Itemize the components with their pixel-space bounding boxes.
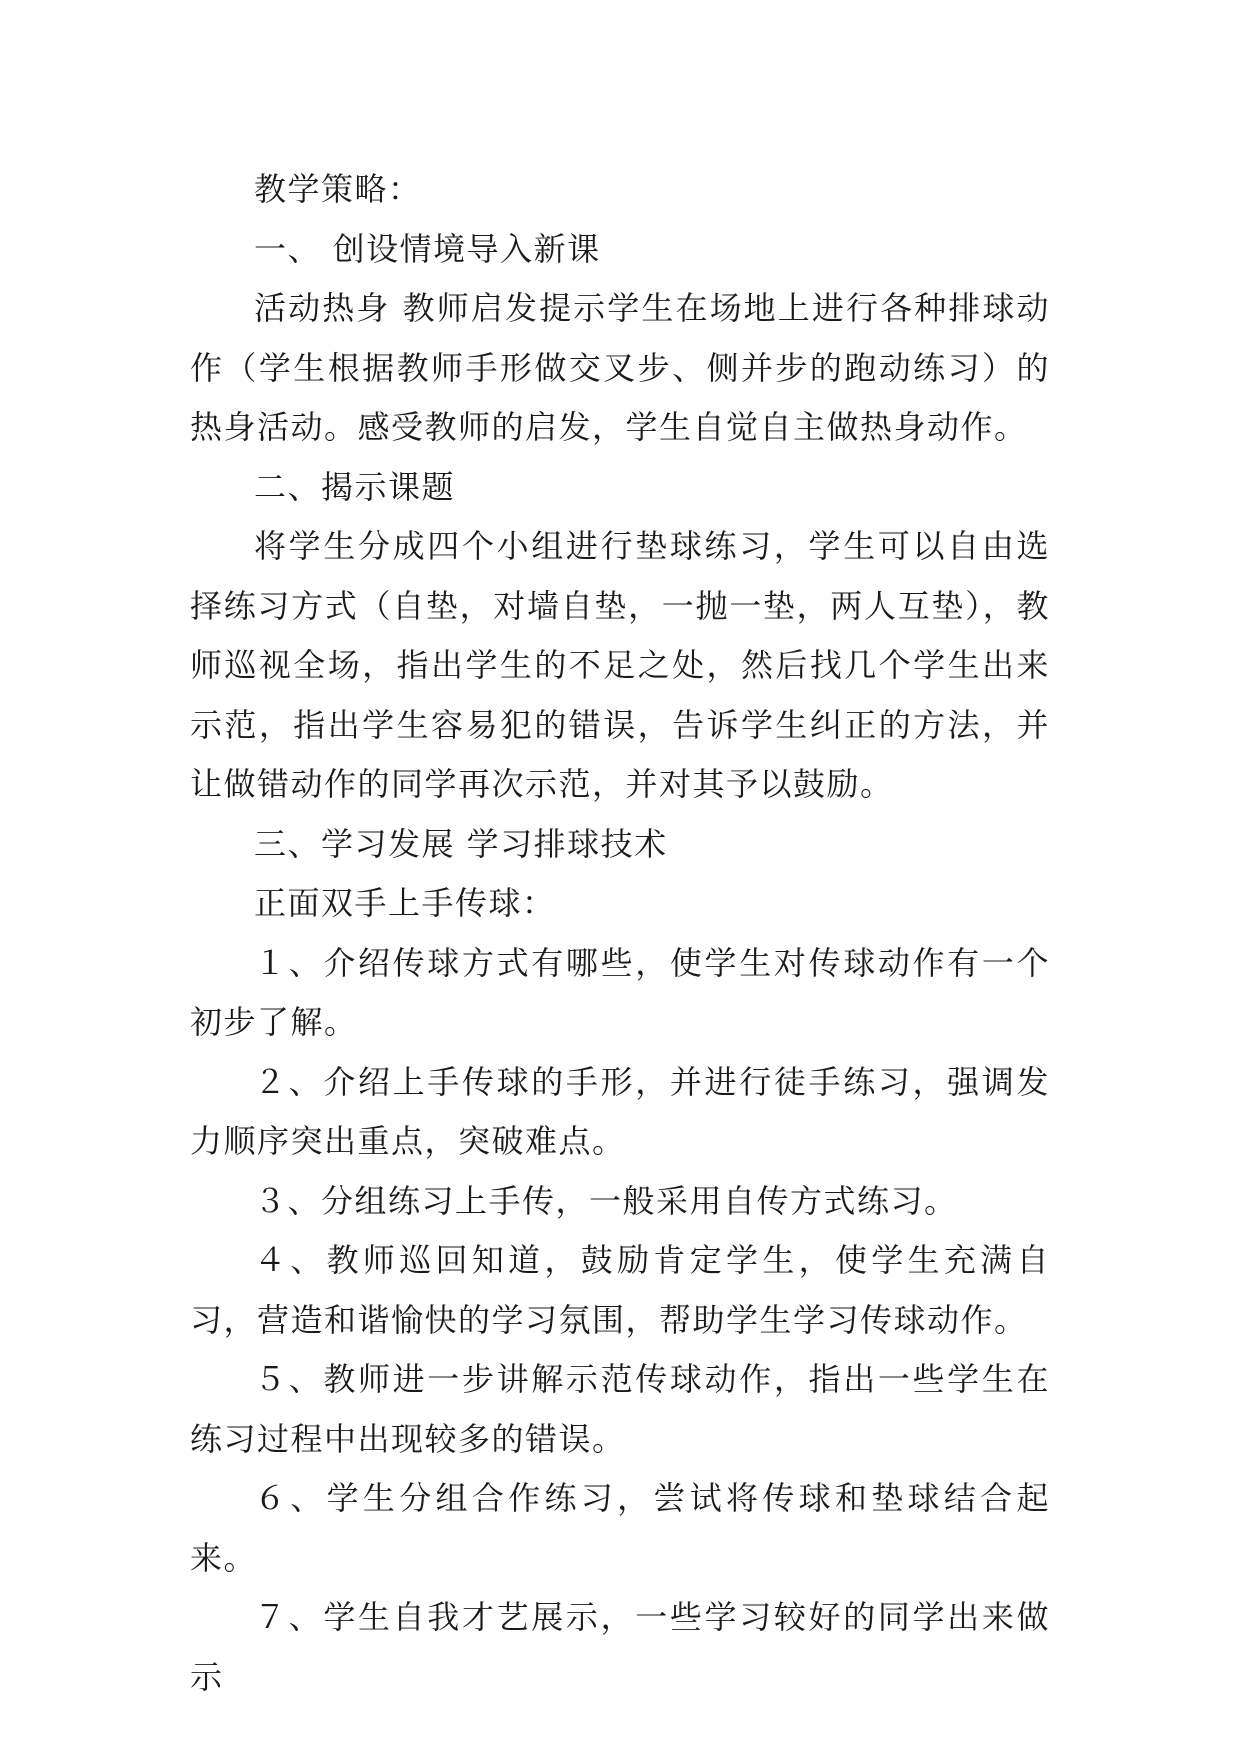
document-body	[190, 160, 1050, 1707]
section-heading-3: 三、学习发展 学习排球技术	[254, 824, 668, 863]
subheading-overhand-pass: 正面双手上手传球：	[254, 884, 556, 922]
list-item-1: １、介绍传球方式有哪些，使学生对传球动作有一个初步了解。	[190, 943, 1050, 1041]
list-item-7: ７、学生自我才艺展示，一些学习较好的同学出来做示	[190, 1598, 1050, 1696]
list-item-5: ５、教师进一步讲解示范传球动作，指出一些学生在练习过程中出现较多的错误。	[190, 1360, 1050, 1458]
paragraph-grouping: 将学生分成四个小组进行垫球练习，学生可以自由选择练习方式（自垫，对墙自垫，一抛一垫，两人互垫），教师巡视全场，指出学生的不足之处，然后找几个学生出来示范，指出学生容易犯的错误，告诉学生纠正的方法，并让做错动作的同学再次示范，并对其予以鼓励。	[190, 527, 1050, 803]
list-item-4: ４、教师巡回知道，鼓励肯定学生，使学生充满自习，营造和谐愉快的学习氛围，帮助学生学习传球动作。	[190, 1241, 1050, 1339]
section-heading-1: 一、 创设情境导入新课	[254, 229, 601, 268]
section-heading-2: 二、揭示课题	[254, 467, 456, 506]
list-item-3: ３、分组练习上手传，一般采用自传方式练习。	[254, 1181, 958, 1220]
list-item-2: ２、介绍上手传球的手形，并进行徒手练习，强调发力顺序突出重点，突破难点。	[190, 1062, 1050, 1160]
list-item-6: ６、学生分组合作练习，尝试将传球和垫球结合起来。	[190, 1479, 1050, 1577]
heading-teaching-strategy: 教学策略：	[254, 170, 422, 208]
paragraph-warmup: 活动热身 教师启发提示学生在场地上进行各种排球动作（学生根据教师手形做交叉步、侧并步的跑动练习）的热身活动。感受教师的启发，学生自觉自主做热身动作。	[190, 289, 1050, 446]
